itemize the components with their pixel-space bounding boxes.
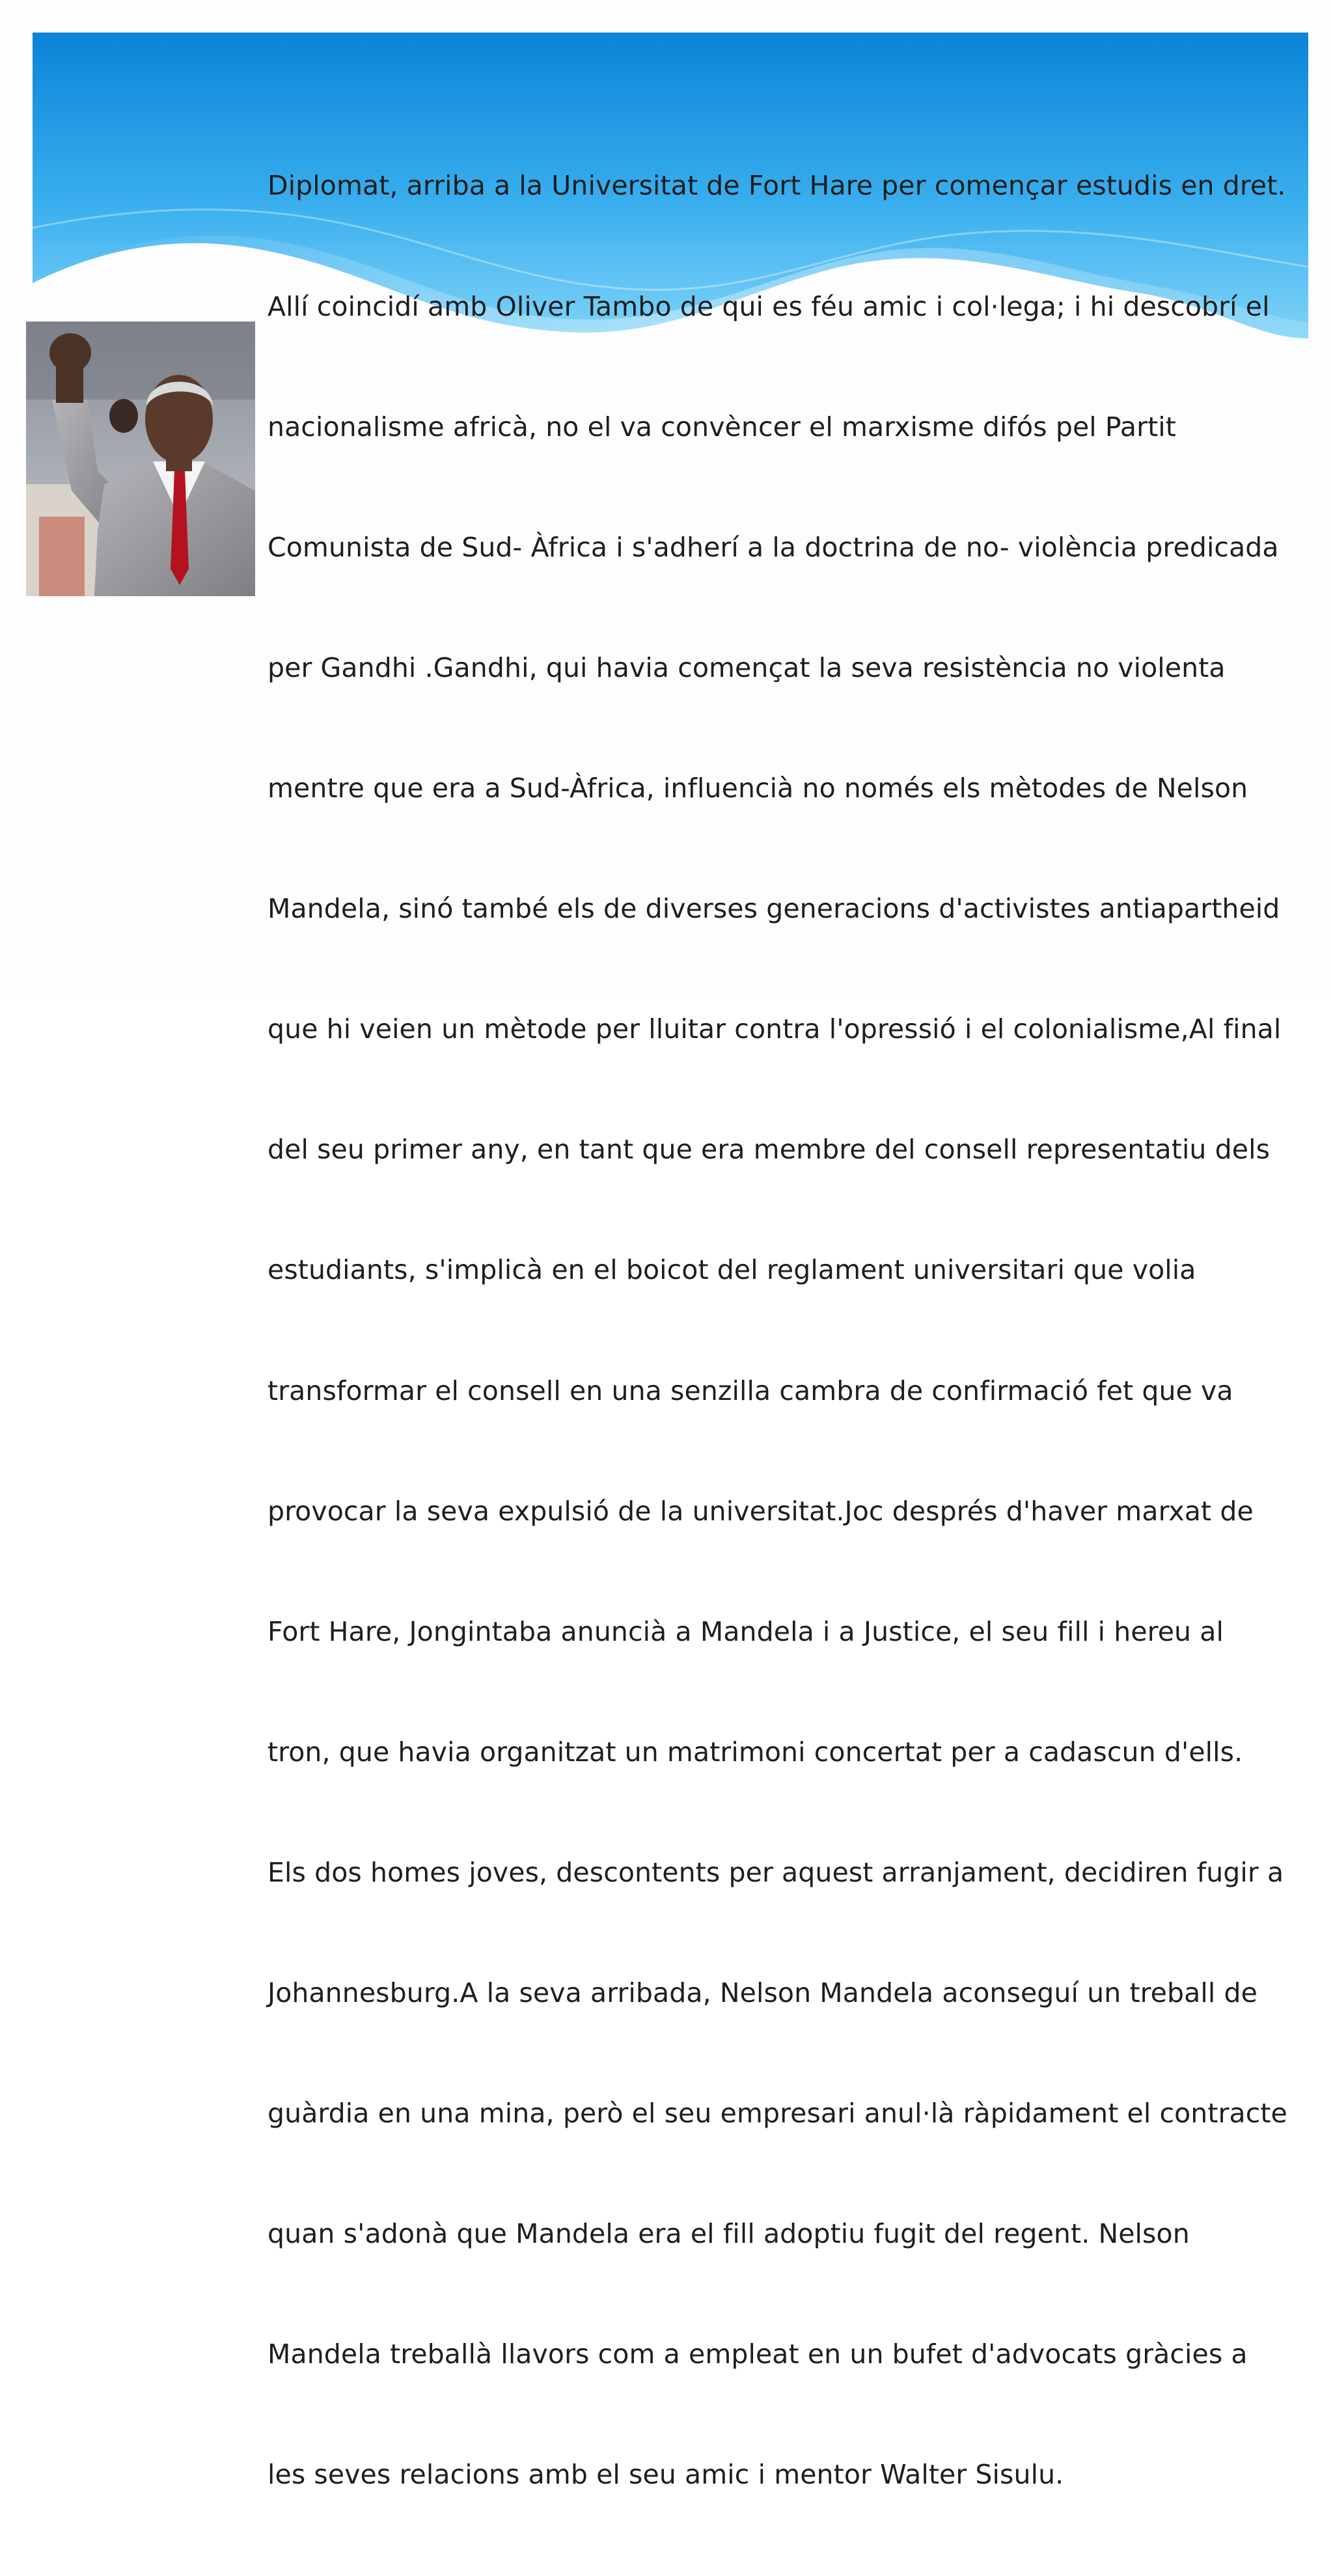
- text-line: Els dos homes joves, descontents per aquest arranjament, decidiren fugir a: [268, 1856, 1284, 1888]
- body-text: [268, 86, 1322, 2576]
- text-line: les seves relacions amb el seu amic i mentor Walter Sisulu.: [268, 2459, 1064, 2491]
- text-line: estudiants, s'implicà en el boicot del reglament universitari que volia: [268, 1254, 1196, 1286]
- text-line: Fort Hare, Jongintaba anuncià a Mandela i a Justice, el seu fill i hereu al: [268, 1615, 1224, 1647]
- text-line: transformar el consell en una senzilla cambra de confirmació fet que va: [268, 1375, 1233, 1406]
- text-line: Allí coincidí amb Oliver Tambo de qui es féu amic i col·lega; i hi descobrí el: [268, 290, 1270, 322]
- text-line: Mandela treballà llavors com a empleat en un bufet d'advocats gràcies a: [268, 2338, 1248, 2370]
- text-line: quan s'adonà que Mandela era el fill adoptiu fugit del regent. Nelson: [268, 2218, 1190, 2250]
- text-line: tron, que havia organitzat un matrimoni concertat per a cadascun d'ells.: [268, 1736, 1243, 1768]
- text-line: nacionalisme africà, no el va convèncer el marxisme difós pel Partit: [268, 411, 1176, 443]
- text-line: que hi veien un mètode per lluitar contra l'opressió i el colonialisme,Al final: [268, 1013, 1282, 1045]
- text-line: Johannesburg.A la seva arribada, Nelson Mandela aconseguí un treball de: [268, 1977, 1257, 2009]
- text-line: Mandela, sinó també els de diverses generacions d'activistes antiapartheid: [268, 893, 1280, 925]
- text-line: Diplomat, arriba a la Universitat de Fort Hare per començar estudis en dret.: [268, 170, 1286, 202]
- raised-fist: [49, 333, 91, 372]
- text-line: guàrdia en una mina, però el seu empresari anul·là ràpidament el contracte: [268, 2098, 1287, 2130]
- nelson-mandela-photo: [26, 322, 255, 596]
- text-line: Comunista de Sud- Àfrica i s'adherí a la doctrina de no- violència predicada: [268, 531, 1279, 563]
- text-line: del seu primer any, en tant que era membre del consell representatiu dels: [268, 1134, 1271, 1166]
- text-line: mentre que era a Sud-Àfrica, influencià no només els mètodes de Nelson: [268, 772, 1248, 804]
- text-line: per Gandhi .Gandhi, qui havia començat la seva resistència no violenta: [268, 651, 1226, 683]
- text-line: provocar la seva expulsió de la universitat.Joc després d'haver marxat de: [268, 1495, 1254, 1527]
